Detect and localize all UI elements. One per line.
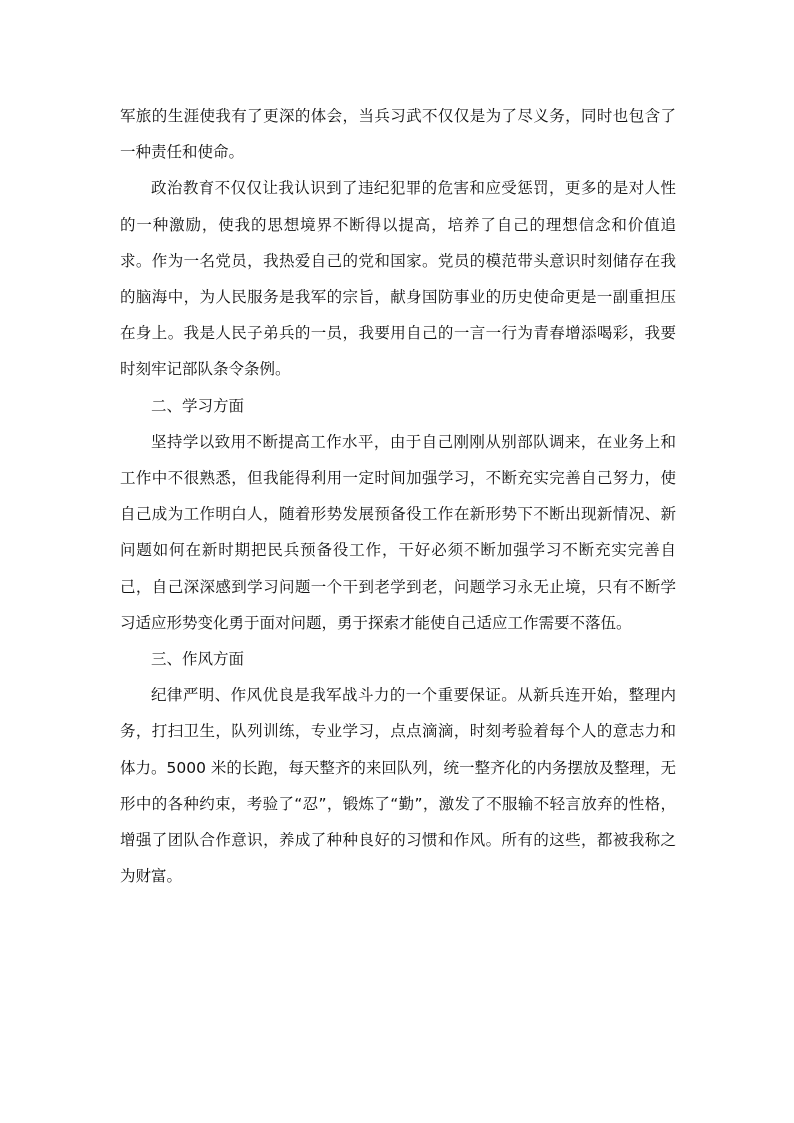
document-body (120, 98, 676, 894)
section-heading-style: 三、作风方面 (151, 650, 245, 669)
section-heading-study: 二、学习方面 (151, 396, 245, 415)
paragraph-study: 坚持学以致用不断提高工作水平，由于自己刚刚从别部队调来，在业务上和工作中不很熟悉，但我能得利用一定时间加强学习，不断充实完善自己努力，使自己成为工作明白人，随着形势发展预备役工作在新形势下不断出现新情况、新问题如何在新时期把民兵预备役工作，干好必须不断加强学习不断充实完善自己，自己深深感到学习问题一个干到老学到老，问题学习永无止境，只有不断学习适应形势变化勇于面对问题，勇于探索才能使自己适应工作需要不落伍。 (120, 432, 676, 632)
paragraph-political-education: 政治教育不仅仅让我认识到了违纪犯罪的危害和应受惩罚，更多的是对人性的一种激励，使我的思想境界不断得以提高，培养了自己的理想信念和价值追求。作为一名党员，我热爱自己的党和国家。党员的模范带头意识时刻储存在我的脑海中，为人民服务是我军的宗旨，献身国防事业的历史使命更是一副重担压在身上。我是人民子弟兵的一员，我要用自己的一言一行为青春增添喝彩，我要时刻牢记部队条令条例。 (120, 179, 676, 379)
paragraph-military-career: 军旅的生涯使我有了更深的体会，当兵习武不仅仅是为了尽义务，同时也包含了一种责任和使命。 (120, 107, 676, 162)
paragraph-style: 纪律严明、作风优良是我军战斗力的一个重要保证。从新兵连开始，整理内务，打扫卫生，队列训练，专业学习，点点滴滴，时刻考验着每个人的意志力和体力。5000 米的长跑，每天整齐的来回队列，统一整齐化的内务摆放及整理，无形中的各种约束，考验了“忍”，锻炼了“勤”，激发了不服输不轻言放弃的性格，增强了团队合作意识，养成了种种良好的习惯和作风。所有的这些，都被我称之为财富。 (120, 686, 676, 886)
